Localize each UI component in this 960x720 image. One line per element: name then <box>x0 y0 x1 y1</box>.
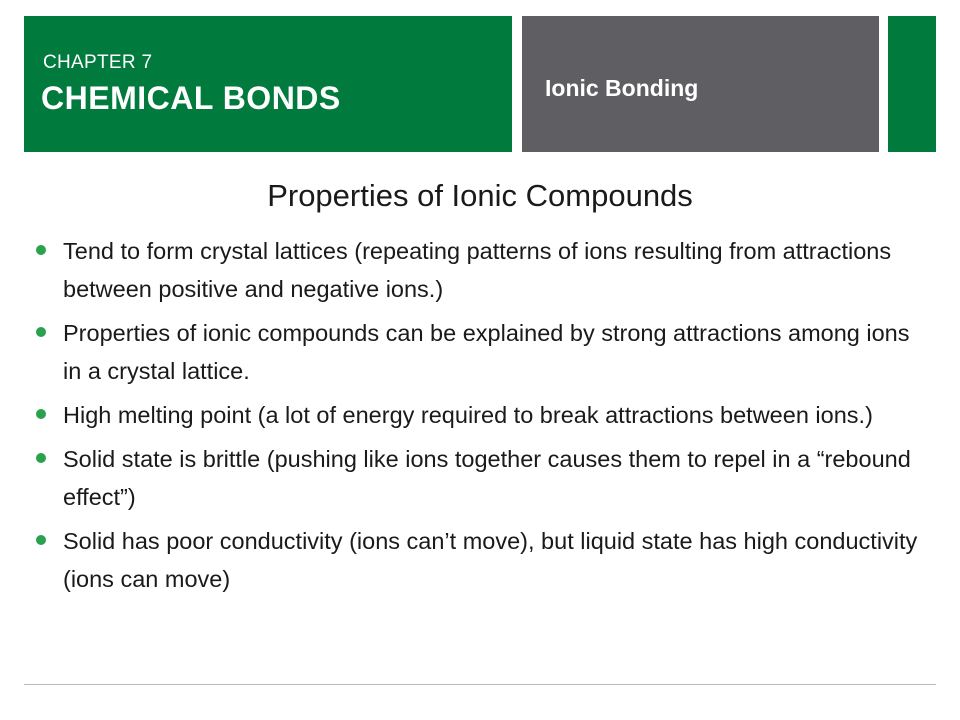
bullet-dot-icon <box>36 245 46 255</box>
bullet-text: Tend to form crystal lattices (repeating patterns of ions resulting from attractions between positive and negative ions.) <box>63 238 892 302</box>
bullet-dot-icon <box>36 327 46 337</box>
bullet-text: Solid has poor conductivity (ions can’t move), but liquid state has high conductivity (ions can move) <box>63 528 918 592</box>
bullet-item <box>36 396 924 434</box>
bullet-item <box>36 440 924 516</box>
section-header <box>522 16 879 152</box>
chapter-title: CHEMICAL BONDS <box>41 80 341 116</box>
chapter-label: CHAPTER 7 <box>43 52 153 73</box>
bullet-dot-icon <box>36 409 46 419</box>
footer-divider <box>24 684 936 685</box>
bullet-text: Solid state is brittle (pushing like ions together causes them to repel in a “rebound effect”) <box>63 446 911 510</box>
header-accent-block <box>888 16 936 152</box>
bullet-text: High melting point (a lot of energy required to break attractions between ions.) <box>63 402 873 428</box>
bullet-dot-icon <box>36 535 46 545</box>
slide-title: Properties of Ionic Compounds <box>267 178 693 213</box>
section-title: Ionic Bonding <box>545 75 699 101</box>
bullet-list <box>36 232 924 604</box>
bullet-dot-icon <box>36 453 46 463</box>
bullet-text: Properties of ionic compounds can be explained by strong attractions among ions in a crystal lattice. <box>63 320 910 384</box>
bullet-item <box>36 522 924 598</box>
bullet-item <box>36 232 924 308</box>
chapter-header <box>24 16 512 152</box>
bullet-item <box>36 314 924 390</box>
